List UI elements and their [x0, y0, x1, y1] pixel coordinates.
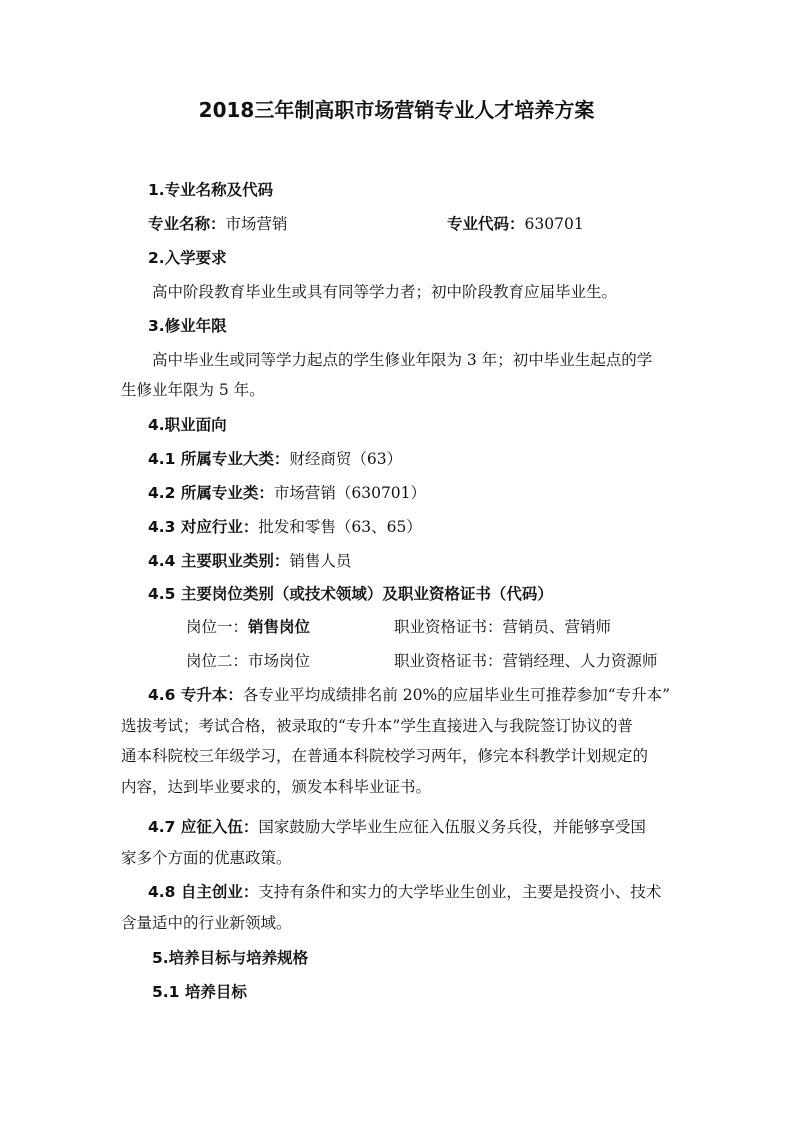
- post-1-value: 销售岗位: [248, 618, 311, 636]
- admission-text: 高中阶段教育毕业生或具有同等学力者；初中阶段教育应届毕业生。: [152, 283, 618, 301]
- section-heading-2: 2.入学要求: [148, 249, 227, 267]
- major-code-row: [447, 214, 584, 234]
- duration-line-2: 生修业年限为 5 年。: [121, 381, 265, 399]
- section-heading-5: 5.培养目标与培养规格: [152, 949, 309, 967]
- item-4-1-label: 4.1 所属专业大类：: [148, 450, 290, 468]
- item-4-7-label: 4.7 应征入伍：: [148, 818, 259, 836]
- item-4-2-label: 4.2 所属专业类：: [148, 484, 274, 502]
- item-4-3: [148, 517, 422, 537]
- section-heading-3: 3.修业年限: [148, 317, 227, 335]
- item-4-8-line-2: 含量适中的行业新领域。: [121, 914, 292, 932]
- post-1-label: 岗位一：: [186, 618, 249, 636]
- item-4-1: [148, 449, 402, 469]
- post-2: [186, 651, 310, 671]
- item-4-3-label: 4.3 对应行业：: [148, 518, 259, 536]
- major-code-label: 专业代码：: [447, 215, 525, 233]
- item-4-4-value: 销售人员: [289, 552, 352, 570]
- item-4-6-line-1: [148, 685, 670, 705]
- item-4-7-line-2: 家多个方面的优惠政策。: [121, 849, 292, 867]
- item-4-8-label: 4.8 自主创业：: [148, 883, 259, 901]
- item-4-5-heading: 4.5 主要岗位类别（或技术领域）及职业资格证书（代码）: [148, 585, 553, 603]
- post-1-cert: [394, 617, 611, 637]
- item-4-6-text-1: 各专业平均成绩排名前 20%的应届毕业生可推荐参加“专升本”: [242, 686, 671, 704]
- section-heading-4: 4.职业面向: [148, 416, 227, 434]
- item-4-6-line-2: 选拔考试；考试合格，被录取的“专升本”学生直接进入与我院签订协议的普: [121, 717, 633, 735]
- major-name-label: 专业名称：: [148, 215, 226, 233]
- post-2-label: 岗位二：: [186, 652, 249, 670]
- subsection-5-1: 5.1 培养目标: [152, 983, 247, 1001]
- item-4-6-line-3: 通本科院校三年级学习，在普通本科院校学习两年，修完本科教学计划规定的: [121, 747, 649, 765]
- item-4-7-line-1: [148, 817, 646, 837]
- item-4-7-text-1: 国家鼓励大学毕业生应征入伍服义务兵役，并能够享受国: [258, 818, 646, 836]
- item-4-8-text-1: 支持有条件和实力的大学毕业生创业，主要是投资小、技术: [258, 883, 662, 901]
- major-name-value: 市场营销: [225, 215, 288, 233]
- post-2-cert-value: 营销经理、人力资源师: [502, 652, 658, 670]
- major-name-row: [148, 214, 288, 234]
- item-4-2-value: 市场营销（630701）: [273, 484, 427, 502]
- item-4-4-label: 4.4 主要职业类别：: [148, 552, 290, 570]
- post-1: [186, 617, 310, 637]
- section-heading-1: 1.专业名称及代码: [148, 181, 274, 199]
- item-4-1-value: 财经商贸（63）: [289, 450, 403, 468]
- post-1-cert-label: 职业资格证书：: [394, 618, 503, 636]
- major-code-value: 630701: [524, 215, 584, 233]
- post-2-value: 市场岗位: [248, 652, 311, 670]
- item-4-6-line-4: 内容，达到毕业要求的，颁发本科毕业证书。: [121, 778, 432, 796]
- document-title: 2018三年制高职市场营销专业人才培养方案: [198, 98, 595, 122]
- item-4-3-value: 批发和零售（63、65）: [258, 518, 422, 536]
- item-4-8-line-1: [148, 882, 661, 902]
- item-4-4: [148, 551, 351, 571]
- post-1-cert-value: 营销员、营销师: [502, 618, 612, 636]
- post-2-cert-label: 职业资格证书：: [394, 652, 503, 670]
- item-4-6-label: 4.6 专升本：: [148, 686, 243, 704]
- item-4-2: [148, 483, 426, 503]
- post-2-cert: [394, 651, 658, 671]
- duration-line-1: 高中毕业生或同等学力起点的学生修业年限为 3 年；初中毕业生起点的学: [152, 351, 653, 369]
